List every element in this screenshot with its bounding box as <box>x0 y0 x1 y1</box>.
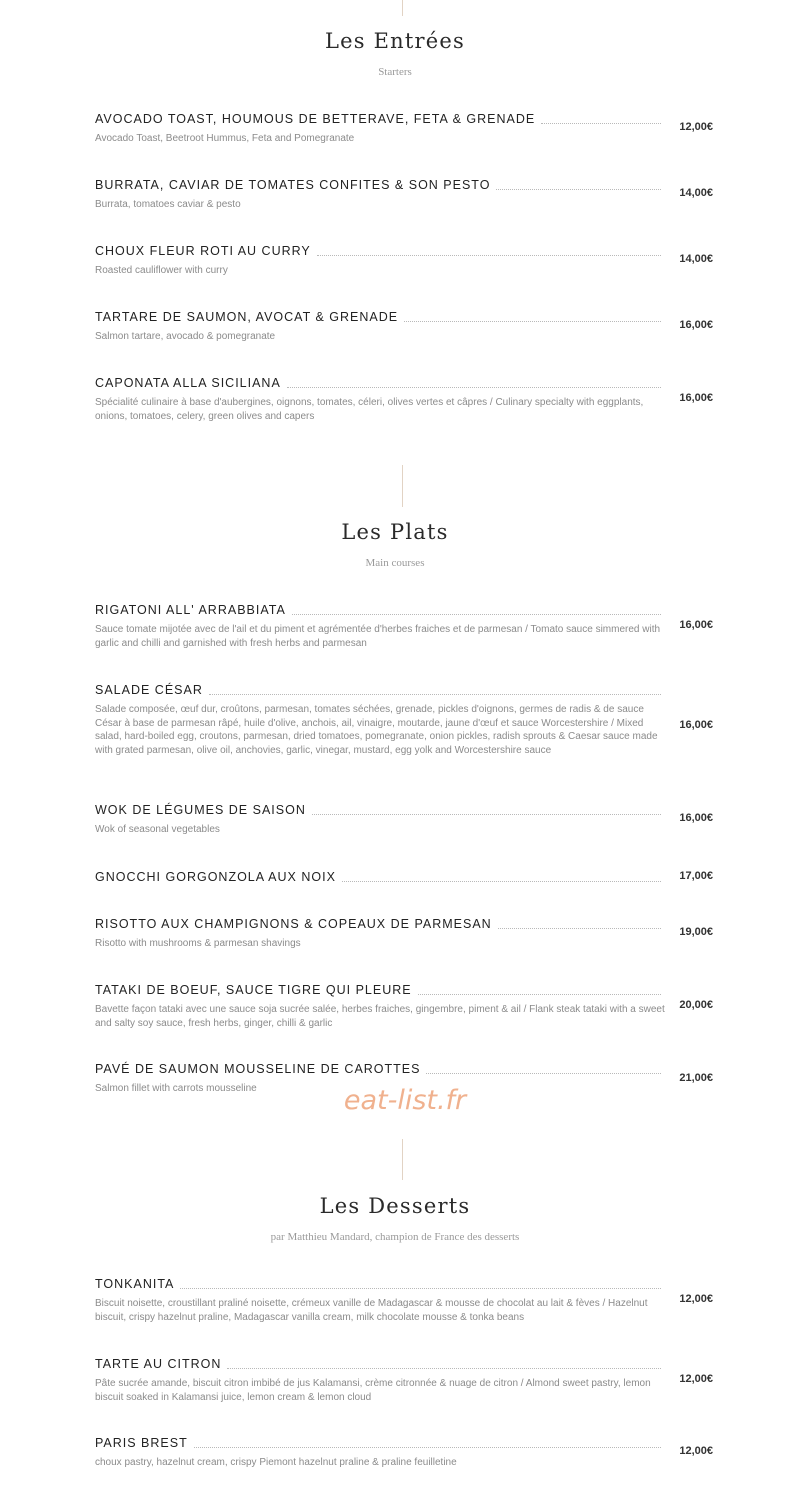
item-price: 20,00€ <box>679 999 713 1011</box>
dot-leader <box>227 1367 661 1369</box>
section-title-plats: Les Plats <box>341 520 449 544</box>
dot-leader <box>194 1446 661 1448</box>
section-title-desserts: Les Desserts <box>319 1194 471 1218</box>
dot-leader <box>426 1072 661 1074</box>
menu-item <box>95 802 715 837</box>
section-subtitle-desserts: par Matthieu Mandard, champion de France des desserts <box>270 1231 520 1243</box>
item-description: Burrata, tomatoes caviar & pesto <box>95 199 241 210</box>
item-price: 21,00€ <box>679 1072 713 1084</box>
menu-item <box>95 682 715 758</box>
item-name: PARIS BREST <box>95 1436 188 1450</box>
dot-leader <box>541 122 661 124</box>
section-subtitle-entrees: Starters <box>378 66 412 78</box>
item-description: Roasted cauliflower with curry <box>95 265 228 276</box>
dot-leader <box>418 993 661 995</box>
item-description: Risotto with mushrooms & parmesan shavings <box>95 938 301 949</box>
item-name: TARTARE DE SAUMON, AVOCAT & GRENADE <box>95 310 399 324</box>
menu-item <box>95 602 715 650</box>
item-name: TATAKI DE BOEUF, SAUCE TIGRE QUI PLEURE <box>95 983 412 997</box>
item-description: Salmon fillet with carrots mousseline <box>95 1083 257 1094</box>
item-price: 14,00€ <box>679 253 713 265</box>
item-price: 12,00€ <box>679 1373 713 1385</box>
item-name: CHOUX FLEUR ROTI AU CURRY <box>95 244 311 258</box>
dot-leader <box>312 813 661 815</box>
item-name: TARTE AU CITRON <box>95 1357 222 1371</box>
menu-item <box>95 1356 715 1404</box>
section-title-entrees: Les Entrées <box>325 29 465 53</box>
dot-leader <box>496 188 661 190</box>
item-price: 16,00€ <box>679 812 713 824</box>
item-description: Biscuit noisette, croustillant praliné noisette, crémeux vanille de Madagascar & mousse de chocolat au lait & fèves / Hazelnut biscuit, crispy hazelnut praline, Madagascar vanilla cream, milk chocolate mousse & tonka beans <box>95 1298 648 1323</box>
item-name: CAPONATA ALLA SICILIANA <box>95 376 281 390</box>
item-price: 12,00€ <box>679 1293 713 1305</box>
item-price: 12,00€ <box>679 1445 713 1457</box>
item-name: PAVÉ DE SAUMON MOUSSELINE DE CAROTTES <box>95 1062 421 1076</box>
dot-leader <box>209 693 661 695</box>
section-subtitle-plats: Main courses <box>365 557 425 569</box>
item-price: 19,00€ <box>679 926 713 938</box>
dot-leader <box>404 320 661 322</box>
menu-item <box>95 243 715 278</box>
item-price: 16,00€ <box>679 319 713 331</box>
item-name: AVOCADO TOAST, HOUMOUS DE BETTERAVE, FETA & GRENADE <box>95 112 536 126</box>
item-name: BURRATA, CAVIAR DE TOMATES CONFITES & SON PESTO <box>95 178 491 192</box>
menu-item <box>95 1435 715 1470</box>
item-name: SALADE CÉSAR <box>95 683 203 697</box>
item-name: WOK DE LÉGUMES DE SAISON <box>95 803 306 817</box>
item-price: 16,00€ <box>679 719 713 731</box>
watermark-logo: eat-list.fr <box>343 1085 467 1116</box>
dot-leader <box>342 880 661 882</box>
menu-item <box>95 375 715 423</box>
item-price: 14,00€ <box>679 187 713 199</box>
item-description: Salmon tartare, avocado & pomegranate <box>95 331 276 342</box>
item-name: TONKANITA <box>95 1277 175 1291</box>
menu-item <box>95 177 715 212</box>
item-name: RISOTTO AUX CHAMPIGNONS & COPEAUX DE PARMESAN <box>95 917 492 931</box>
menu-item <box>95 111 715 146</box>
item-price: 12,00€ <box>679 121 713 133</box>
menu-item <box>95 982 715 1030</box>
item-description: Bavette façon tataki avec une sauce soja sucrée salée, herbes fraiches, gingembre, piment & ail / Flank steak tataki with a sweet and salty soy sauce, fresh herbs, ginger, chilli & garlic <box>95 1004 665 1029</box>
divider-line <box>402 0 403 16</box>
item-description: choux pastry, hazelnut cream, crispy Piemont hazelnut praline & praline feuilletine <box>95 1457 457 1468</box>
item-price: 16,00€ <box>679 619 713 631</box>
dot-leader <box>317 254 661 256</box>
dot-leader <box>292 613 661 615</box>
item-name: RIGATONI ALL' ARRABBIATA <box>95 603 286 617</box>
menu-item <box>95 309 715 344</box>
dot-leader <box>180 1287 661 1289</box>
item-description: Sauce tomate mijotée avec de l'ail et du piment et agrémentée d'herbes fraiches et de parmesan / Tomato sauce simmered with garlic and chilli and garnished with fresh herbs and parmesan <box>95 624 661 649</box>
menu-item <box>95 916 715 951</box>
item-description: Avocado Toast, Beetroot Hummus, Feta and Pomegranate <box>95 133 355 144</box>
menu-item <box>95 1276 715 1324</box>
menu-item <box>95 869 715 885</box>
item-name: GNOCCHI GORGONZOLA AUX NOIX <box>95 870 336 884</box>
dot-leader <box>498 927 661 929</box>
dot-leader <box>287 386 661 388</box>
item-price: 17,00€ <box>679 870 713 882</box>
item-description: Spécialité culinaire à base d'aubergines, oignons, tomates, céleri, olives vertes et câpres / Culinary specialty with eggplants, onions, tomatoes, celery, green olives and capers <box>95 397 644 422</box>
item-description: Pâte sucrée amande, biscuit citron imbibé de jus Kalamansi, crème citronnée & nuage de citron / Almond sweet pastry, lemon biscuit soaked in Kalamansi juice, lemon cream & lemon cloud <box>95 1378 651 1403</box>
item-price: 16,00€ <box>679 392 713 404</box>
item-description: Wok of seasonal vegetables <box>95 824 220 835</box>
item-description: Salade composée, œuf dur, croûtons, parmesan, tomates séchées, grenade, pickles d'oignons, germes de radis & de sauce César à base de parmesan râpé, huile d'olive, anchois, ail, vinaigre, moutarde, jaune d'œuf et sauce Worcestershire / Mixed salad, hard-boiled egg, croutons, parmesan, dried tomatoes, pomegranate, onion pickles, radish sprouts & Caesar sauce made with grated parmesan, olive oil, anchovies, garlic, vinegar, mustard, egg yolk and Worcestershire sauce <box>95 704 658 757</box>
divider-line <box>402 465 403 507</box>
divider-line <box>402 1139 403 1180</box>
